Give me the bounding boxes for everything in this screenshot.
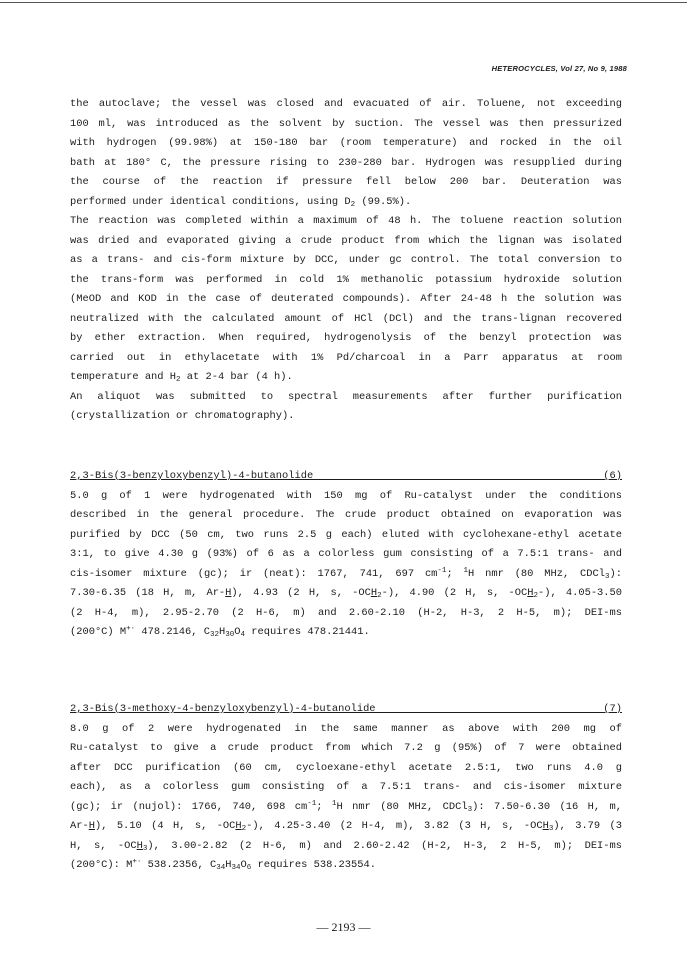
text-line: carried out in ethylacetate with 1% Pd/charcoal in a Parr apparatus at room <box>70 351 622 364</box>
compound-7-heading: 2,3-Bis(3-methoxy-4-benzyloxybenzyl)-4-butanolide (7) <box>70 703 622 715</box>
text-line: (200°C): M+· 538.2356, $C_{34}H_{34}O_6$ requires 538.23554. <box>70 858 376 872</box>
top-rule <box>0 2 687 3</box>
compound-6-section <box>70 467 622 643</box>
compound-6-heading: 2,3-Bis(3-benzyloxybenzyl)-4-butanolide (6) <box>70 470 622 482</box>
text-line: the course of the reaction if pressure fell below 200 bar. Deuteration was <box>70 176 622 188</box>
text-line: with hydrogen (99.98%) at 150-180 bar (room temperature) and rocked in the oil <box>70 137 622 149</box>
text-line: (MeOD and KOD in the case of deuterated compounds). After 24-48 h the solution was <box>70 293 622 305</box>
text-line: each), as a colorless gum consisting of a 7.5:1 trans- and cis-isomer mixture <box>70 781 622 793</box>
page-number: — 2193 — <box>316 920 371 934</box>
compound-7-section <box>70 700 622 876</box>
text-line: 7.30-6.35 (18 H, m, Ar-H), 4.93 (2 H, s, $-OCH_2-$), 4.90 (2 H, s, $-OCH_2-$), 4.05-3.50 <box>70 587 622 600</box>
text-line: the autoclave; the vessel was closed and evacuated of air. Toluene, not exceeding <box>70 98 622 110</box>
text-line: 8.0 g of 2 were hydrogenated in the same manner as above with 200 mg of <box>70 722 622 735</box>
text-line: Ru-catalyst to give a crude product from which 7.2 g (95%) of 7 were obtained <box>70 742 622 754</box>
text-line: The reaction was completed within a maximum of 48 h. The toluene reaction solution <box>70 215 622 227</box>
text-line: temperature and $H_2$ at 2-4 bar (4 h). <box>70 371 293 384</box>
text-line: performed under identical conditions, using $D_2$ (99.5%). <box>70 195 412 209</box>
text-line: described in the general procedure. The crude product obtained on evaporation was <box>70 509 622 521</box>
text-line: (200°C) M+· 478.2146, $C_{32}H_{30}O_4$ requires 478.21441. <box>70 625 370 639</box>
text-line: (2 H-4, m), 2.95-2.70 (2 H-6, m) and 2.60-2.10 (H-2, H-3, 2 H-5, m); DEI-ms <box>70 606 622 619</box>
text-line: the trans-form was performed in cold 1% methanolic potassium hydroxide solution <box>70 273 622 286</box>
running-head: HETEROCYCLES, Vol 27, No 9, 1988 <box>491 64 627 73</box>
text-line: by ether extraction. When required, hydrogenolysis of the benzyl protection was <box>70 332 622 344</box>
text-line: 100 ml, was introduced as the solvent by suction. The vessel was then pressurized <box>70 117 622 130</box>
text-line: was dried and evaporated giving a crude product from which the lignan was isolated <box>70 234 622 247</box>
general-procedure-text <box>70 95 622 427</box>
text-line: bath at 180° C, the pressure rising to 230-280 bar. Hydrogen was resupplied during <box>70 156 622 169</box>
text-line: after DCC purification (60 cm, cycloexane-ethyl acetate 2.5:1, two runs 4.0 g <box>70 761 622 774</box>
text-line: neutralized with the calculated amount of HCl (DCl) and the trans-lignan recovered <box>70 312 622 325</box>
text-line: An aliquot was submitted to spectral measurements after further purification <box>70 390 622 403</box>
text-line: H, s, $-OCH_3$), 3.00-2.82 (2 H-6, m) and 2.60-2.42 (H-2, H-3, 2 H-5, m); DEI-ms <box>70 839 622 853</box>
text-line: cis-isomer mixture (gc); ir (neat): 1767, 741, 697 $cm^{-1}$; $^1$H nmr (80 MHz, CDCl$_3$): <box>70 566 622 581</box>
text-line: as a trans- and cis-form mixture by DCC, under gc control. The total conversion to <box>70 254 622 266</box>
text-line: 5.0 g of 1 were hydrogenated with 150 mg of Ru-catalyst under the conditions <box>70 489 622 502</box>
text-line: 3:1, to give 4.30 g (93%) of 6 as a colorless gum consisting of a 7.5:1 trans- and <box>70 548 622 560</box>
text-line: Ar-H), 5.10 (4 H, s, $-OCH_2-$), 4.25-3.40 (2 H-4, m), 3.82 (3 H, s, $-OCH_3$), 3.79 (3 <box>70 820 623 833</box>
text-line: purified by DCC (50 cm, two runs 2.5 g each) eluted with cyclohexane-ethyl acetate <box>70 528 622 541</box>
text-line: (gc); ir (nujol): 1766, 740, 698 $cm^{-1}$; $^1$H nmr (80 MHz, CDCl$_3$): 7.50-6.30 (16 H, m, <box>70 799 622 814</box>
text-line: (crystallization or chromatography). <box>70 410 295 422</box>
